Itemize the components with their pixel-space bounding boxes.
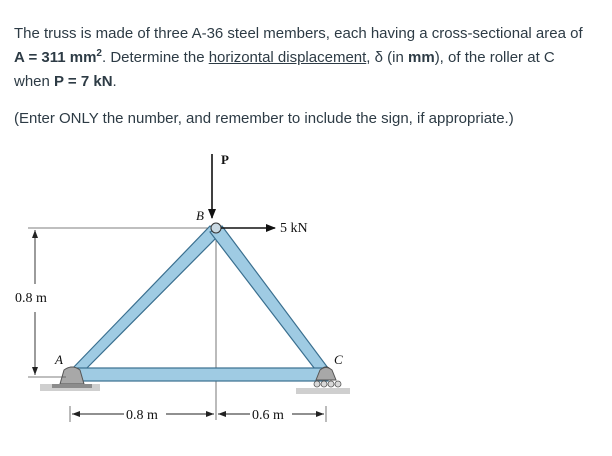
left-span-dim-label: 0.8 m: [126, 408, 158, 423]
answer-instruction: (Enter ONLY the number, and remember to include the sign, if appropriate.): [14, 110, 514, 127]
problem-text-c: , δ (in: [366, 49, 408, 66]
truss-members: [70, 226, 331, 381]
right-span-dim-label: 0.6 m: [252, 408, 284, 423]
truss-figure: [0, 144, 612, 456]
member-bc: [210, 226, 331, 377]
area-value: A = 311 mm: [14, 49, 97, 66]
joint-c-label: C: [334, 352, 343, 367]
load-value: P = 7 kN: [54, 73, 113, 90]
problem-text-d: ), of the roller at C: [434, 49, 555, 66]
height-dim-label: 0.8 m: [15, 291, 47, 306]
horizontal-displacement-term: horizontal displacement: [208, 49, 367, 66]
problem-line1: The truss is made of three A-36 steel members, each having a cross-sectional area of: [14, 25, 583, 42]
pin-b: [211, 223, 221, 233]
unit-mm: mm: [408, 49, 435, 66]
load-p-label: P: [221, 152, 229, 167]
joint-b-label: B: [196, 208, 204, 223]
area-exponent: 2: [96, 48, 102, 59]
problem-paragraph: [14, 22, 608, 94]
ground-right: [296, 388, 350, 394]
member-ac: [72, 368, 328, 381]
joint-a-label: A: [55, 352, 63, 367]
problem-text-b: . Determine the: [101, 49, 209, 66]
problem-statement: [14, 22, 608, 131]
problem-text-period: .: [112, 73, 117, 90]
member-ab: [70, 226, 222, 377]
problem-text-when: when: [14, 73, 55, 90]
horizontal-force-label: 5 kN: [280, 221, 308, 236]
